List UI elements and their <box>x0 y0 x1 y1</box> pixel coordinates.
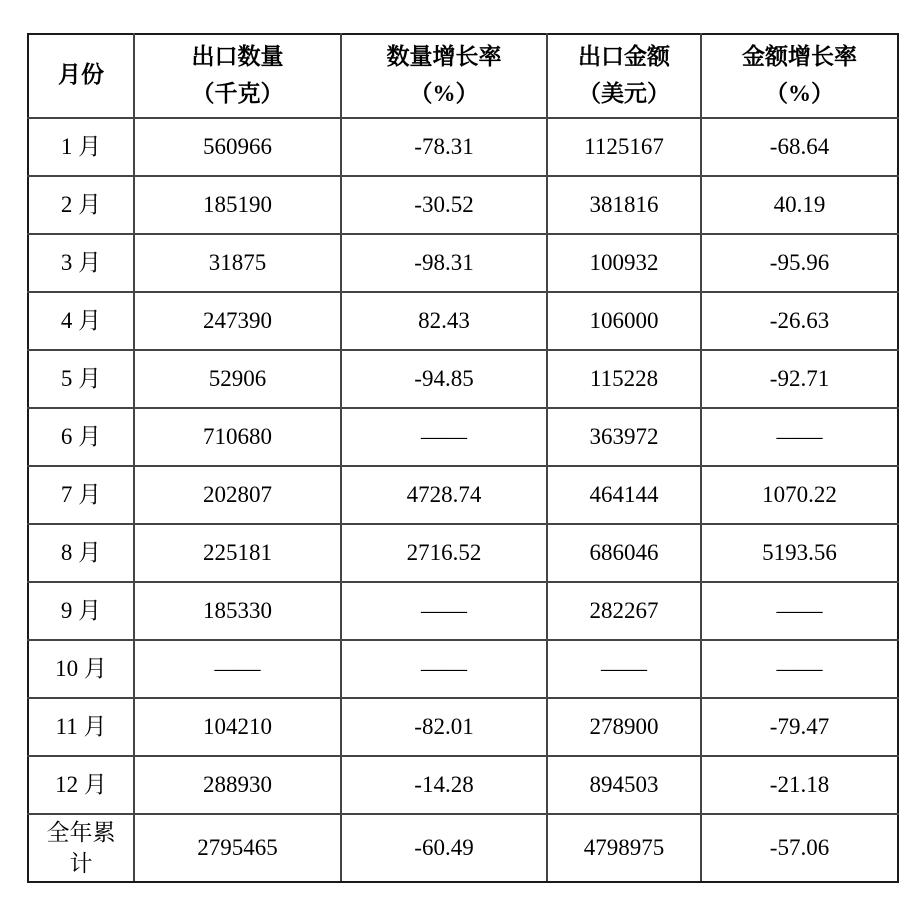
cell-quantity: 225181 <box>134 524 341 582</box>
cell-amount-growth: -68.64 <box>701 118 898 176</box>
cell-amount-growth: -79.47 <box>701 698 898 756</box>
cell-amount-growth: 1070.22 <box>701 466 898 524</box>
col-header-month <box>28 34 134 118</box>
cell-amount-growth: 40.19 <box>701 176 898 234</box>
header-row <box>28 34 898 118</box>
table-body <box>28 118 898 882</box>
cell-quantity: 104210 <box>134 698 341 756</box>
cell-month: 3 月 <box>28 234 134 292</box>
table-row <box>28 408 898 466</box>
col-header-title: 出口数量 <box>191 44 284 69</box>
cell-quantity: 185190 <box>134 176 341 234</box>
col-header-export-quantity <box>134 34 341 118</box>
cell-month: 1 月 <box>28 118 134 176</box>
cell-quantity: 288930 <box>134 756 341 814</box>
cell-quantity-growth: -60.49 <box>341 814 547 882</box>
cell-quantity-growth: -94.85 <box>341 350 547 408</box>
cell-month: 2 月 <box>28 176 134 234</box>
cell-amount: 1125167 <box>547 118 701 176</box>
cell-quantity: 31875 <box>134 234 341 292</box>
table-row <box>28 756 898 814</box>
table-row <box>28 234 898 292</box>
cell-quantity-growth: 4728.74 <box>341 466 547 524</box>
cell-amount-growth: -21.18 <box>701 756 898 814</box>
cell-month: 4 月 <box>28 292 134 350</box>
cell-month: 7 月 <box>28 466 134 524</box>
table-row <box>28 466 898 524</box>
cell-amount: 106000 <box>547 292 701 350</box>
cell-amount-growth: 5193.56 <box>701 524 898 582</box>
cell-month: 8 月 <box>28 524 134 582</box>
cell-quantity: —— <box>134 640 341 698</box>
cell-quantity-growth: -98.31 <box>341 234 547 292</box>
table-row <box>28 698 898 756</box>
cell-quantity-growth: 2716.52 <box>341 524 547 582</box>
col-header-unit: （千克） <box>191 80 284 106</box>
col-header-unit: （%） <box>409 80 479 106</box>
cell-quantity: 202807 <box>134 466 341 524</box>
table-row <box>28 350 898 408</box>
cell-quantity: 247390 <box>134 292 341 350</box>
col-header-quantity-growth <box>341 34 547 118</box>
cell-amount: 363972 <box>547 408 701 466</box>
table-row <box>28 524 898 582</box>
col-header-title: 出口金额 <box>578 44 670 69</box>
cell-amount: 278900 <box>547 698 701 756</box>
cell-month: 12 月 <box>28 756 134 814</box>
table-row <box>28 292 898 350</box>
col-header-title: 金额增长率 <box>742 44 857 69</box>
cell-quantity: 52906 <box>134 350 341 408</box>
cell-month: 全年累计 <box>28 814 134 882</box>
cell-quantity: 185330 <box>134 582 341 640</box>
cell-amount: 894503 <box>547 756 701 814</box>
cell-quantity: 710680 <box>134 408 341 466</box>
cell-amount: 115228 <box>547 350 701 408</box>
col-header-unit: （美元） <box>578 80 670 106</box>
table-row <box>28 582 898 640</box>
cell-month: 5 月 <box>28 350 134 408</box>
col-header-title: 月份 <box>58 62 104 88</box>
col-header-title: 数量增长率 <box>386 44 502 69</box>
cell-amount-growth: —— <box>701 582 898 640</box>
cell-quantity-growth: 82.43 <box>341 292 547 350</box>
cell-month: 9 月 <box>28 582 134 640</box>
cell-amount-growth: -95.96 <box>701 234 898 292</box>
cell-amount-growth: —— <box>701 408 898 466</box>
cell-month: 10 月 <box>28 640 134 698</box>
cell-amount-growth: —— <box>701 640 898 698</box>
col-header-amount-growth <box>701 34 898 118</box>
table-row <box>28 118 898 176</box>
cell-amount: 4798975 <box>547 814 701 882</box>
cell-quantity-growth: —— <box>341 640 547 698</box>
cell-amount: —— <box>547 640 701 698</box>
cell-amount: 464144 <box>547 466 701 524</box>
cell-amount-growth: -92.71 <box>701 350 898 408</box>
cell-quantity: 2795465 <box>134 814 341 882</box>
export-data-table <box>27 33 899 883</box>
cell-quantity-growth: —— <box>341 582 547 640</box>
table-row <box>28 640 898 698</box>
cell-quantity-growth: —— <box>341 408 547 466</box>
cell-amount: 100932 <box>547 234 701 292</box>
cell-quantity-growth: -82.01 <box>341 698 547 756</box>
col-header-unit: （%） <box>765 80 834 106</box>
col-header-export-amount <box>547 34 701 118</box>
cell-amount-growth: -26.63 <box>701 292 898 350</box>
cell-quantity-growth: -30.52 <box>341 176 547 234</box>
cell-month: 11 月 <box>28 698 134 756</box>
table-row <box>28 814 898 882</box>
cell-amount: 381816 <box>547 176 701 234</box>
cell-amount-growth: -57.06 <box>701 814 898 882</box>
cell-amount: 686046 <box>547 524 701 582</box>
cell-quantity: 560966 <box>134 118 341 176</box>
table-row <box>28 176 898 234</box>
cell-amount: 282267 <box>547 582 701 640</box>
cell-quantity-growth: -14.28 <box>341 756 547 814</box>
cell-quantity-growth: -78.31 <box>341 118 547 176</box>
cell-month: 6 月 <box>28 408 134 466</box>
